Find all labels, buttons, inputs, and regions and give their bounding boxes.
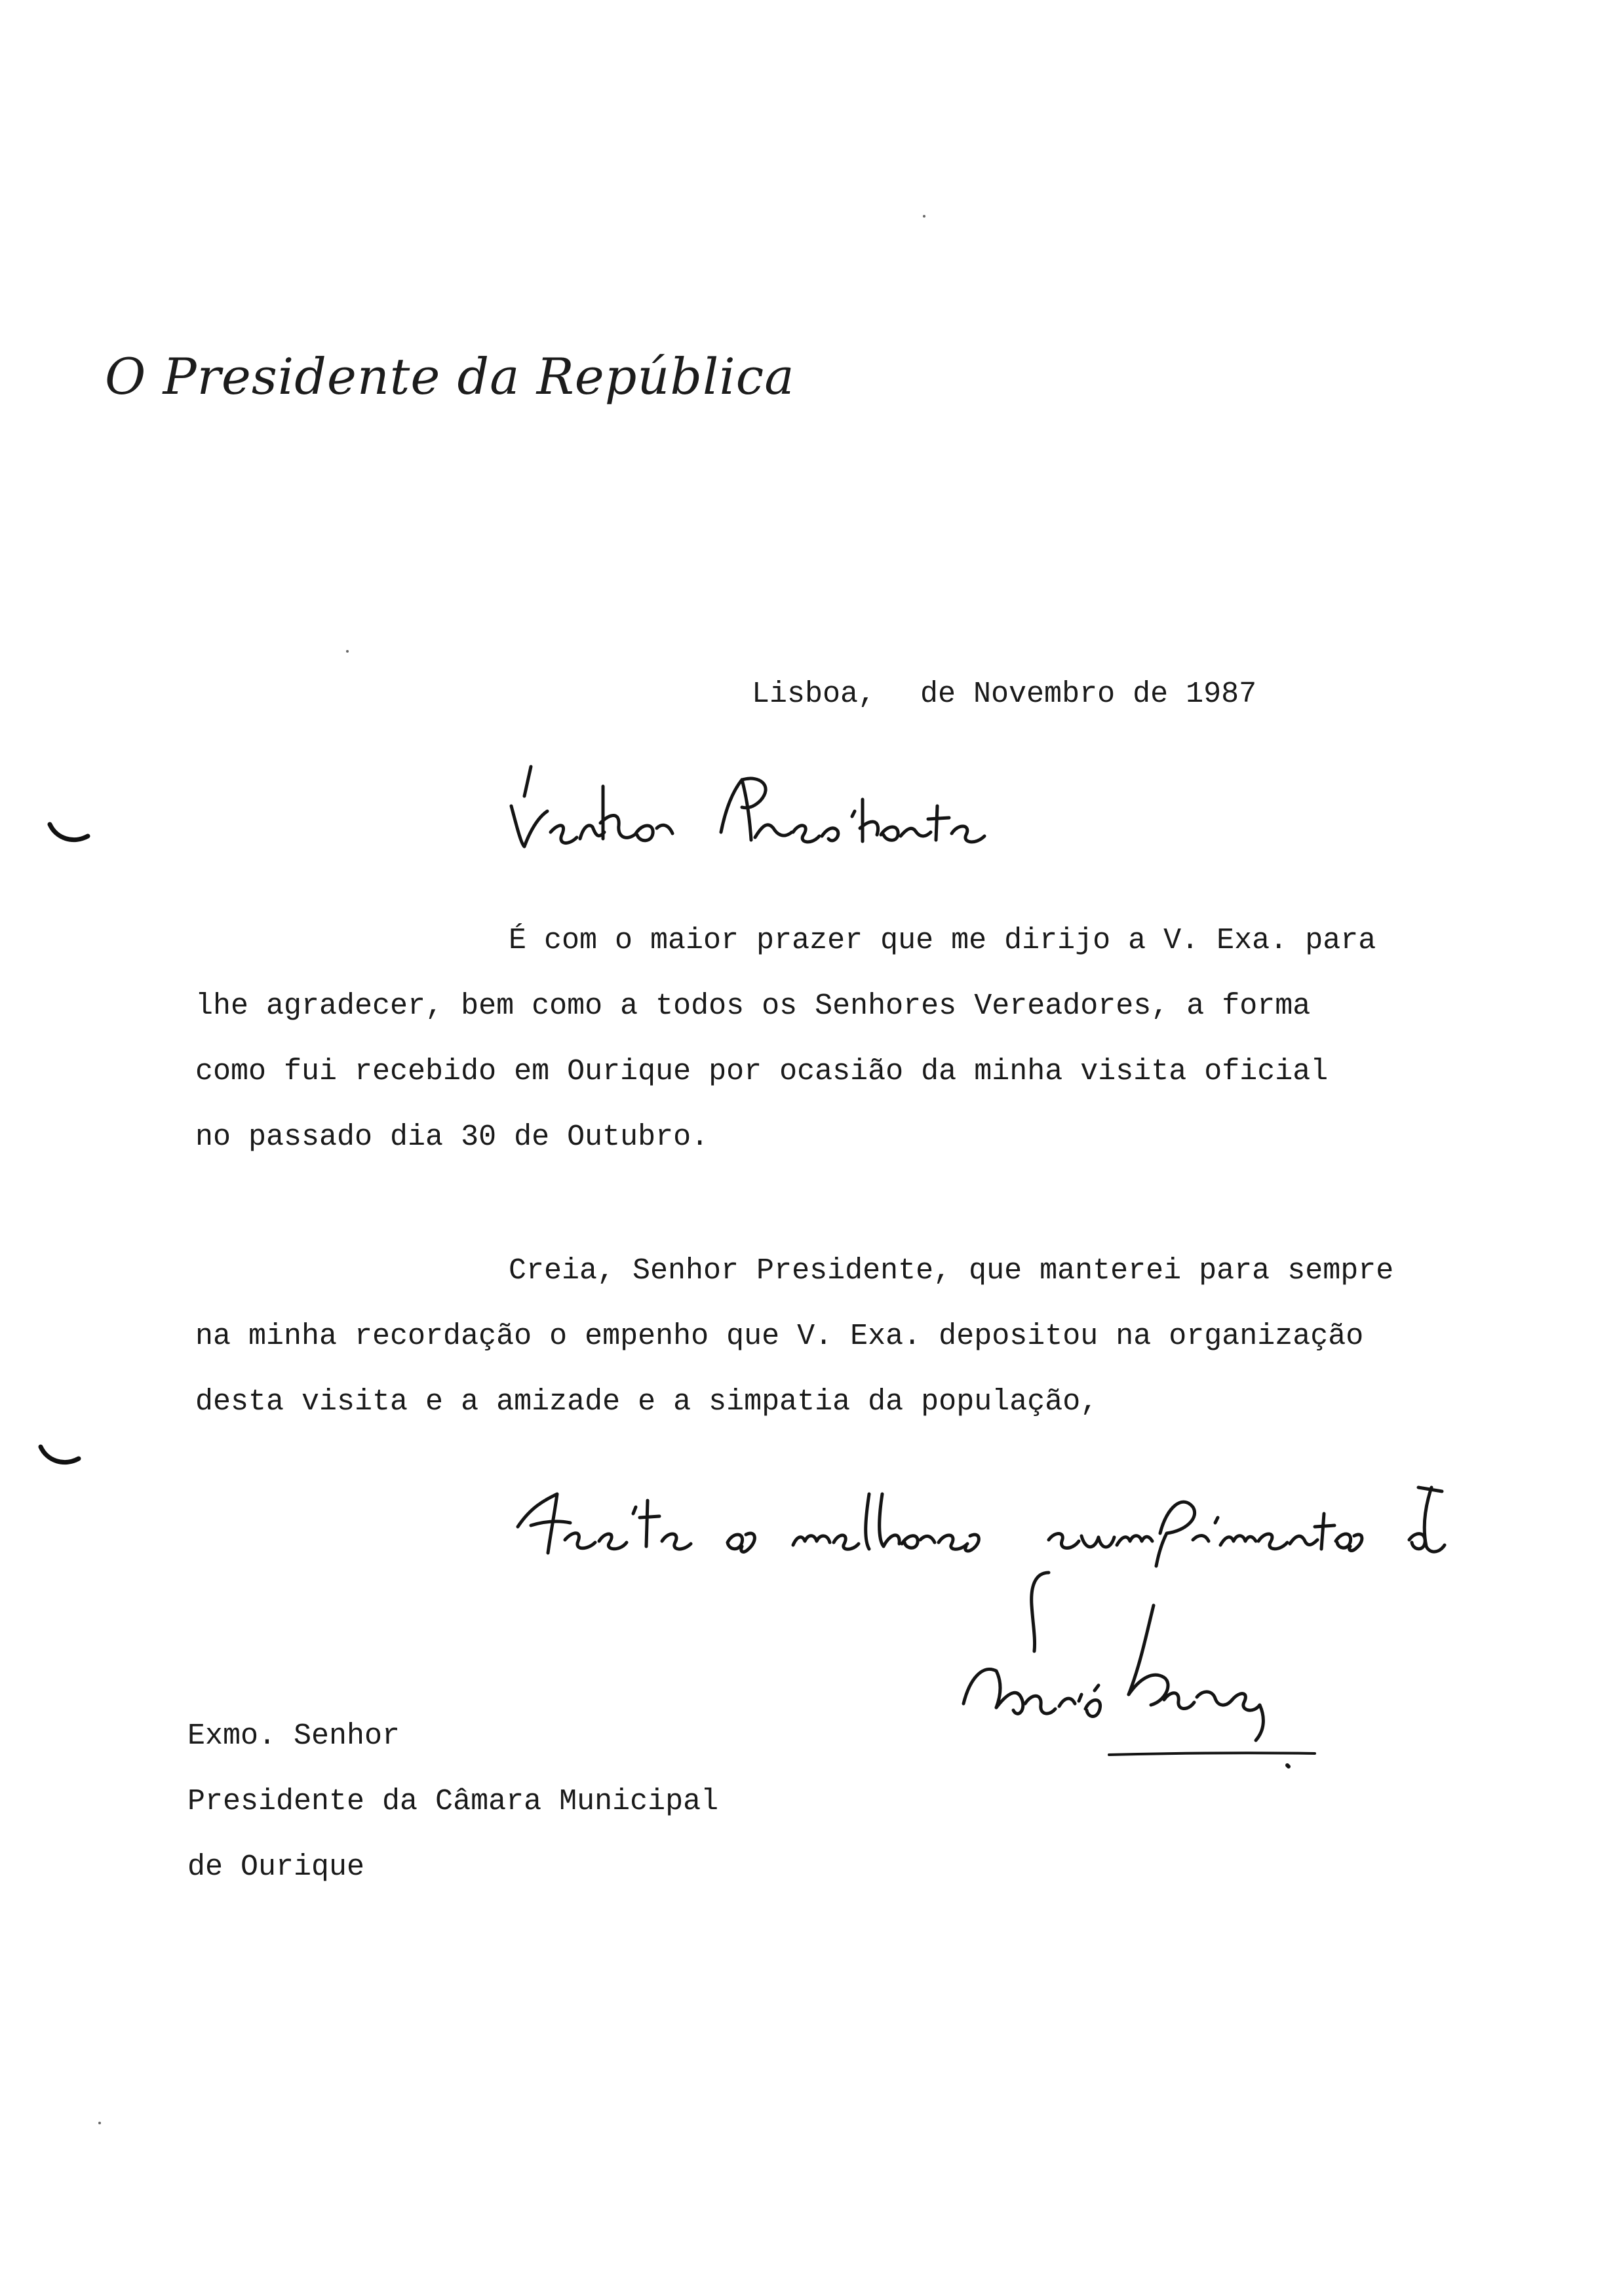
addressee-block (187, 1704, 718, 1900)
letterhead: O Presidente da República (105, 347, 795, 406)
addressee-line: Presidente da Câmara Municipal (187, 1785, 719, 1818)
paragraph-line: como fui recebido em Ourique por ocasião da minha visita oficial (195, 1055, 1329, 1088)
scan-speck (923, 215, 925, 218)
body-paragraph-1 (195, 908, 1506, 1170)
scan-speck (98, 2122, 101, 2124)
paragraph-line: É com o maior prazer que me dirijo a V. Exa. para (509, 924, 1376, 957)
margin-mark-upper (47, 819, 93, 852)
paragraph-line: Creia, Senhor Presidente, que manterei para sempre (509, 1254, 1394, 1288)
date-line (752, 678, 1256, 711)
handwritten-salutation (485, 760, 996, 858)
paragraph-line: desta visita e a amizade e a simpatia da população, (195, 1385, 1099, 1419)
body-paragraph-2 (195, 1238, 1506, 1435)
handwritten-closing (511, 1468, 1468, 1566)
paragraph-line: no passado dia 30 de Outubro. (195, 1120, 709, 1154)
scan-speck (346, 650, 349, 653)
margin-mark-lower (38, 1442, 84, 1474)
signature (957, 1566, 1324, 1756)
signature-line (1108, 1743, 1324, 1769)
addressee-line: Exmo. Senhor (187, 1719, 400, 1753)
addressee-line: de Ourique (187, 1850, 365, 1884)
date-place: Lisboa, (752, 678, 876, 711)
paragraph-line: na minha recordação o empenho que V. Exa. depositou na organização (195, 1320, 1364, 1353)
paragraph-line: lhe agradecer, bem como a todos os Senhores Vereadores, a forma (195, 989, 1311, 1023)
date-text: de Novembro de 1987 (920, 678, 1257, 711)
